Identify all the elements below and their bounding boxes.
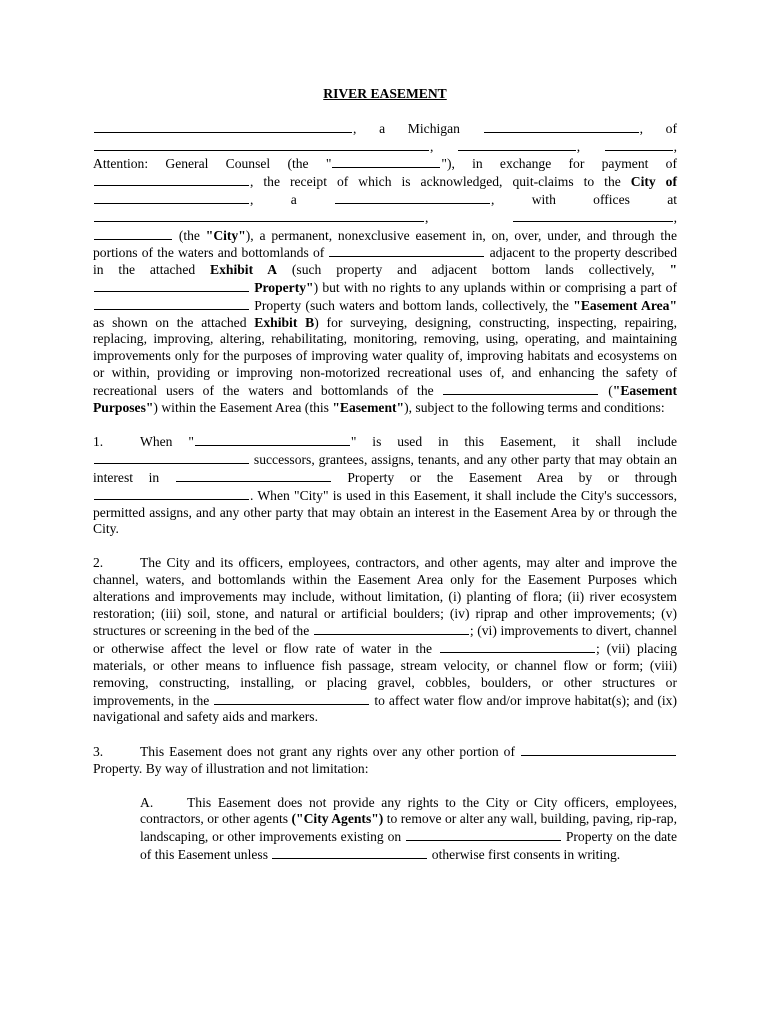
text-run: This Easement does not provide any rights to the City or City officers, employees, contractors, or other agents xyxy=(140,794,677,827)
fill-in-blank xyxy=(176,469,331,482)
fill-in-blank xyxy=(94,451,249,464)
paragraph-3-text xyxy=(93,744,677,776)
fill-in-blank xyxy=(440,640,595,653)
text-run: Property or the Easement Area by or through xyxy=(331,469,677,485)
text-run: to remove or alter any wall, building, paving, rip-rap, landscaping, or other improvements existing on xyxy=(140,811,677,845)
text-run: as shown on the attached xyxy=(93,314,255,330)
text-run: adjacent to the property described in the attached xyxy=(93,245,677,278)
defined-term: "City" xyxy=(205,227,246,243)
text-run: , xyxy=(425,209,512,225)
text-run: Property. By way of illustration and not limitation: xyxy=(93,760,369,776)
text-run: , xyxy=(673,209,677,225)
text-run: , with offices at xyxy=(491,191,677,207)
paragraph-number: 3. xyxy=(93,744,104,760)
text-run: ( xyxy=(599,382,613,398)
paragraph-3a xyxy=(140,795,677,864)
defined-term: ("City Agents") xyxy=(291,811,384,827)
fill-in-blank xyxy=(314,622,469,635)
defined-term: "Easement Purposes" xyxy=(93,382,677,415)
text-run: , xyxy=(576,138,604,154)
text-run: . When "City" is used in this Easement, it shall include the City's successors, permitted assigns, and any other party that may obtain an interest in the Easement Area by or through the City. xyxy=(93,487,677,537)
text-run: ), a permanent, nonexclusive easement in, on, over, under, and through the portions of the waters and bottomlands of xyxy=(93,227,677,261)
paragraph-1 xyxy=(93,433,677,538)
paragraph-number: 2. xyxy=(93,555,104,571)
text-run: " is used in this Easement, it shall include xyxy=(350,434,677,450)
paragraph-2 xyxy=(93,555,677,726)
text-run: to affect water flow and/or improve habitat(s); and (ix) navigational and safety aids and markers. xyxy=(93,692,677,725)
text-run: Property (such waters and bottom lands, collectively, the xyxy=(250,297,574,313)
defined-term: "Easement" xyxy=(332,399,405,415)
text-run: (such property and adjacent bottom lands collectively, xyxy=(277,262,670,278)
paragraph-number: 1. xyxy=(93,434,104,450)
text-run: ; (vi) improvements to divert, channel or otherwise affect the level or flow rate of water in the xyxy=(93,623,677,657)
defined-term: Exhibit A xyxy=(210,262,278,278)
text-run: Property on the date of this Easement unless xyxy=(140,829,677,863)
fill-in-blank xyxy=(94,227,172,240)
defined-term: "Easement Area" xyxy=(573,297,677,313)
text-run: (the xyxy=(178,227,206,243)
fill-in-blank xyxy=(443,382,598,395)
text-run: ) for surveying, designing, constructing, inspecting, repairing, replacing, improving, altering, rehabilitating, monitoring, removing, using, operating, and maintaining improvements only for the purposes of improving water quality of, improving habitats and ecosystems on or within, providing or improving non-motorized recreational uses of, and enhancing the safety of recreational users of the waters and bottomlands of the xyxy=(93,314,678,398)
fill-in-blank xyxy=(335,191,490,204)
text-run: , a xyxy=(250,191,335,207)
paragraph-3 xyxy=(93,743,677,778)
text-run: otherwise first consents in writing. xyxy=(428,847,621,863)
fill-in-blank xyxy=(406,828,561,841)
fill-in-blank xyxy=(94,191,249,204)
document-title: RIVER EASEMENT xyxy=(323,86,447,101)
paragraph-2-text xyxy=(93,555,677,724)
text-run: Attention: General Counsel (the " xyxy=(93,156,332,172)
fill-in-blank xyxy=(94,173,249,186)
defined-term: Exhibit B xyxy=(254,314,315,330)
fill-in-blank xyxy=(94,209,424,222)
text-run: ; (vii) placing materials, or other means to influence fish passage, stream velocity, or channel flow or form; (viii) removing, constructing, installing, or placing gravel, cobbles, boulders, or other structures or improvements, in the xyxy=(93,641,677,708)
text-run: , xyxy=(430,138,457,154)
text-run: When " xyxy=(140,434,194,450)
fill-in-blank xyxy=(332,155,440,168)
paragraph-1-text xyxy=(93,434,677,536)
fill-in-blank xyxy=(94,487,249,500)
fill-in-blank xyxy=(94,279,249,292)
text-run: ) but with no rights to any uplands within or comprising a part of xyxy=(313,279,677,295)
text-run: successors, grantees, assigns, tenants, and any other party that may obtain an interest in xyxy=(93,452,677,485)
intro-paragraph xyxy=(93,120,677,417)
document-page xyxy=(93,86,677,881)
fill-in-blank xyxy=(214,692,369,705)
fill-in-blank xyxy=(329,244,484,257)
fill-in-blank xyxy=(484,120,639,133)
paragraph-3a-text xyxy=(140,795,677,862)
text-run: , a Michigan xyxy=(353,120,483,136)
text-run: "), in exchange for payment of xyxy=(441,156,677,172)
fill-in-blank xyxy=(94,297,249,310)
defined-term: City of xyxy=(630,174,677,190)
fill-in-blank xyxy=(513,209,673,222)
fill-in-blank xyxy=(458,138,576,151)
text-run: This Easement does not grant any rights over any other portion of xyxy=(140,744,520,760)
fill-in-blank xyxy=(605,138,673,151)
fill-in-blank xyxy=(94,138,429,151)
fill-in-blank xyxy=(272,846,427,859)
text-run: The City and its officers, employees, contractors, and other agents, may alter and improve the channel, waters, and bottomlands within the Easement Area only for the Easement Purposes which alterations and improvements may include, without limitation, (i) planting of flora; (ii) river ecosystem restoration; (iii) soil, stone, and natural or artificial boulders; (iv) riprap and other improvements; (v) structures or screening in the bed of the xyxy=(93,555,677,639)
text-run: ) within the Easement Area (this xyxy=(153,399,333,415)
text-run: , of xyxy=(639,120,677,136)
text-run: ), subject to the following terms and conditions: xyxy=(404,399,665,415)
text-run: , the receipt of which is acknowledged, quit-claims to the xyxy=(250,174,631,190)
defined-term: Property" xyxy=(250,279,314,295)
paragraph-number: A. xyxy=(140,794,154,810)
defined-term: " xyxy=(669,262,678,278)
text-run: , xyxy=(673,138,677,154)
fill-in-blank xyxy=(195,433,350,446)
fill-in-blank xyxy=(521,743,676,756)
fill-in-blank xyxy=(94,120,352,133)
